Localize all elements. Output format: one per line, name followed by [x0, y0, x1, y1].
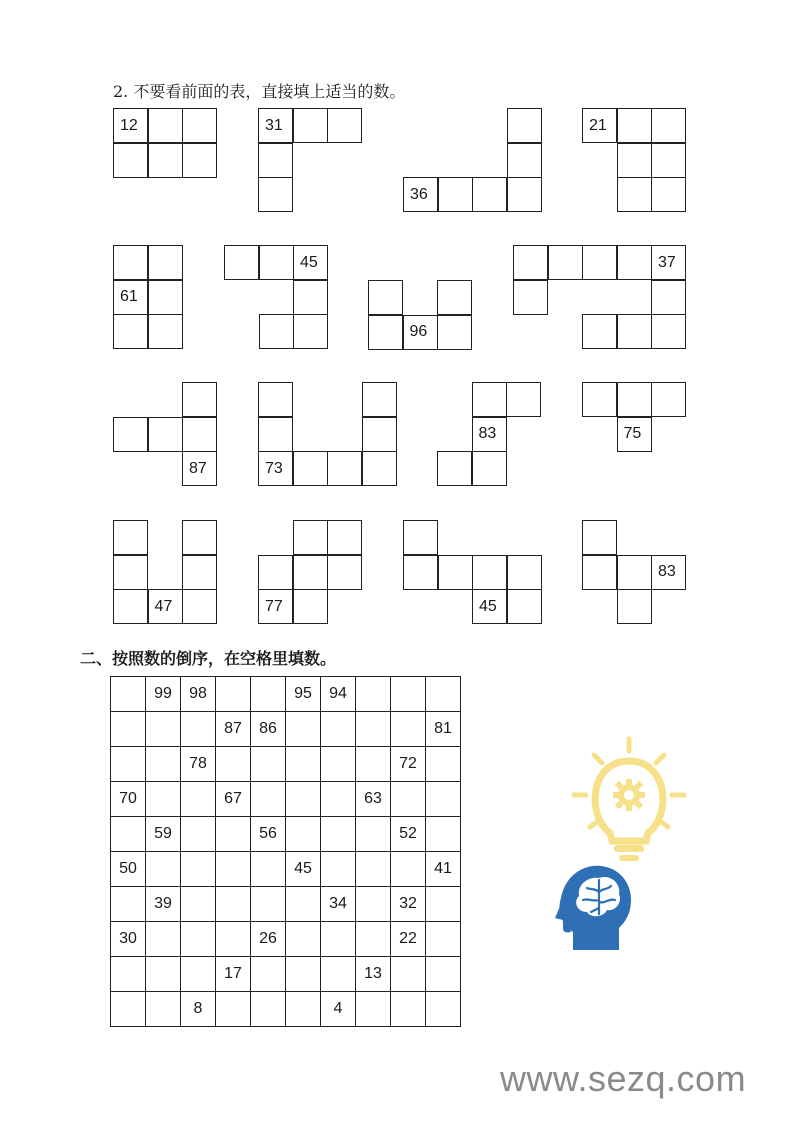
puzzle-blank-cell[interactable]	[293, 520, 328, 555]
puzzle-blank-cell[interactable]	[259, 314, 294, 349]
grid-given-cell: 30	[111, 922, 146, 957]
grid-blank-cell[interactable]	[391, 782, 426, 817]
grid-blank-cell[interactable]	[111, 992, 146, 1027]
puzzle-blank-cell[interactable]	[438, 177, 473, 212]
puzzle-blank-cell[interactable]	[362, 417, 397, 452]
grid-blank-cell[interactable]	[181, 712, 216, 747]
puzzle-number-cell: 87	[182, 451, 217, 486]
puzzle-blank-cell[interactable]	[507, 555, 542, 590]
grid-given-cell: 86	[251, 712, 286, 747]
grid-blank-cell[interactable]	[216, 747, 251, 782]
puzzle-blank-cell[interactable]	[617, 108, 652, 143]
grid-blank-cell[interactable]	[146, 747, 181, 782]
puzzle-blank-cell[interactable]	[617, 245, 652, 280]
grid-blank-cell[interactable]	[356, 852, 391, 887]
grid-row	[111, 782, 461, 817]
puzzle-blank-cell[interactable]	[437, 280, 472, 315]
puzzle-blank-cell[interactable]	[327, 520, 362, 555]
puzzle-blank-cell[interactable]	[327, 451, 362, 486]
puzzle-number-cell: 31	[258, 108, 293, 143]
puzzle-number-cell: 83	[651, 555, 686, 590]
puzzle-blank-cell[interactable]	[113, 520, 148, 555]
puzzle-blank-cell[interactable]	[651, 280, 686, 315]
puzzle-blank-cell[interactable]	[617, 555, 652, 590]
puzzle-blank-cell[interactable]	[651, 177, 686, 212]
puzzle-blank-cell[interactable]	[582, 382, 617, 417]
grid-given-cell: 67	[216, 782, 251, 817]
grid-row	[111, 992, 461, 1027]
grid-blank-cell[interactable]	[356, 712, 391, 747]
puzzle-blank-cell[interactable]	[148, 417, 183, 452]
grid-row	[111, 677, 461, 712]
grid-given-cell: 87	[216, 712, 251, 747]
grid-blank-cell[interactable]	[356, 887, 391, 922]
puzzle-blank-cell[interactable]	[438, 555, 473, 590]
grid-given-cell: 94	[321, 677, 356, 712]
grid-blank-cell[interactable]	[216, 817, 251, 852]
grid-given-cell: 8	[181, 992, 216, 1027]
puzzle-blank-cell[interactable]	[113, 589, 148, 624]
puzzle-blank-cell[interactable]	[327, 555, 362, 590]
puzzle-blank-cell[interactable]	[182, 108, 217, 143]
puzzle-blank-cell[interactable]	[617, 589, 652, 624]
puzzle-number-cell: 36	[403, 177, 438, 212]
grid-blank-cell[interactable]	[426, 747, 461, 782]
grid-given-cell: 32	[391, 887, 426, 922]
grid-blank-cell[interactable]	[216, 922, 251, 957]
exercise-2-title: 2. 不要看前面的表，直接填上适当的数。	[113, 82, 406, 101]
grid-given-cell: 45	[286, 852, 321, 887]
grid-blank-cell[interactable]	[111, 817, 146, 852]
puzzle-blank-cell[interactable]	[182, 382, 217, 417]
puzzle-blank-cell[interactable]	[362, 382, 397, 417]
grid-blank-cell[interactable]	[356, 747, 391, 782]
grid-blank-cell[interactable]	[426, 922, 461, 957]
puzzle-blank-cell[interactable]	[403, 520, 438, 555]
grid-blank-cell[interactable]	[111, 957, 146, 992]
head-brain-icon	[555, 862, 635, 952]
puzzle-blank-cell[interactable]	[327, 108, 362, 143]
grid-blank-cell[interactable]	[251, 852, 286, 887]
puzzle-blank-cell[interactable]	[437, 451, 472, 486]
grid-given-cell: 41	[426, 852, 461, 887]
grid-given-cell: 99	[146, 677, 181, 712]
puzzle-blank-cell[interactable]	[617, 382, 652, 417]
puzzle-number-cell: 73	[258, 451, 293, 486]
grid-blank-cell[interactable]	[146, 712, 181, 747]
puzzle-blank-cell[interactable]	[113, 245, 148, 280]
puzzle-blank-cell[interactable]	[148, 245, 183, 280]
puzzle-blank-cell[interactable]	[651, 382, 686, 417]
puzzle-blank-cell[interactable]	[507, 108, 542, 143]
grid-blank-cell[interactable]	[286, 817, 321, 852]
puzzle-blank-cell[interactable]	[113, 143, 148, 178]
puzzle-blank-cell[interactable]	[182, 589, 217, 624]
puzzle-blank-cell[interactable]	[472, 177, 507, 212]
grid-given-cell: 63	[356, 782, 391, 817]
grid-blank-cell[interactable]	[251, 887, 286, 922]
grid-blank-cell[interactable]	[111, 712, 146, 747]
puzzle-blank-cell[interactable]	[293, 589, 328, 624]
puzzle-number-cell: 37	[651, 245, 686, 280]
grid-blank-cell[interactable]	[111, 677, 146, 712]
grid-blank-cell[interactable]	[216, 887, 251, 922]
grid-blank-cell[interactable]	[321, 957, 356, 992]
puzzle-blank-cell[interactable]	[113, 555, 148, 590]
grid-blank-cell[interactable]	[146, 992, 181, 1027]
grid-blank-cell[interactable]	[146, 782, 181, 817]
puzzle-blank-cell[interactable]	[472, 451, 507, 486]
puzzle-blank-cell[interactable]	[403, 555, 438, 590]
grid-blank-cell[interactable]	[146, 922, 181, 957]
grid-blank-cell[interactable]	[146, 852, 181, 887]
grid-blank-cell[interactable]	[216, 677, 251, 712]
grid-row	[111, 817, 461, 852]
grid-given-cell: 34	[321, 887, 356, 922]
hundred-grid	[110, 676, 461, 1027]
grid-blank-cell[interactable]	[181, 852, 216, 887]
puzzle-number-cell: 45	[472, 589, 507, 624]
grid-blank-cell[interactable]	[321, 852, 356, 887]
puzzle-blank-cell[interactable]	[182, 143, 217, 178]
grid-given-cell: 26	[251, 922, 286, 957]
puzzle-blank-cell[interactable]	[437, 315, 472, 350]
grid-blank-cell[interactable]	[426, 817, 461, 852]
grid-blank-cell[interactable]	[251, 957, 286, 992]
puzzle-blank-cell[interactable]	[148, 143, 183, 178]
grid-blank-cell[interactable]	[391, 992, 426, 1027]
puzzle-blank-cell[interactable]	[368, 280, 403, 315]
puzzle-number-cell: 47	[148, 589, 183, 624]
grid-blank-cell[interactable]	[391, 852, 426, 887]
grid-blank-cell[interactable]	[356, 677, 391, 712]
grid-blank-cell[interactable]	[356, 922, 391, 957]
puzzle-blank-cell[interactable]	[362, 451, 397, 486]
grid-blank-cell[interactable]	[216, 992, 251, 1027]
puzzle-blank-cell[interactable]	[293, 555, 328, 590]
grid-given-cell: 70	[111, 782, 146, 817]
grid-blank-cell[interactable]	[426, 677, 461, 712]
grid-blank-cell[interactable]	[111, 887, 146, 922]
grid-blank-cell[interactable]	[181, 922, 216, 957]
watermark-url: www.sezq.com	[500, 1058, 747, 1099]
puzzle-blank-cell[interactable]	[258, 555, 293, 590]
grid-blank-cell[interactable]	[251, 992, 286, 1027]
puzzle-blank-cell[interactable]	[651, 108, 686, 143]
grid-given-cell: 56	[251, 817, 286, 852]
puzzle-blank-cell[interactable]	[582, 520, 617, 555]
puzzle-blank-cell[interactable]	[148, 108, 183, 143]
grid-given-cell: 50	[111, 852, 146, 887]
puzzle-blank-cell[interactable]	[582, 555, 617, 590]
section-2-title: 二、按照数的倒序，在空格里填数。	[80, 649, 337, 668]
grid-blank-cell[interactable]	[251, 747, 286, 782]
puzzle-blank-cell[interactable]	[368, 315, 403, 350]
puzzle-number-cell: 77	[258, 589, 293, 624]
puzzle-blank-cell[interactable]	[258, 382, 293, 417]
grid-given-cell: 78	[181, 747, 216, 782]
puzzle-blank-cell[interactable]	[617, 314, 652, 349]
grid-row	[111, 957, 461, 992]
puzzle-number-cell: 12	[113, 108, 148, 143]
puzzle-number-cell: 96	[403, 315, 438, 350]
puzzle-blank-cell[interactable]	[506, 382, 541, 417]
puzzle-blank-cell[interactable]	[113, 417, 148, 452]
grid-blank-cell[interactable]	[356, 992, 391, 1027]
grid-blank-cell[interactable]	[181, 957, 216, 992]
grid-blank-cell[interactable]	[426, 782, 461, 817]
puzzle-blank-cell[interactable]	[507, 143, 542, 178]
grid-blank-cell[interactable]	[426, 992, 461, 1027]
grid-row	[111, 887, 461, 922]
puzzle-blank-cell[interactable]	[507, 589, 542, 624]
grid-row	[111, 922, 461, 957]
grid-blank-cell[interactable]	[181, 782, 216, 817]
puzzle-blank-cell[interactable]	[651, 143, 686, 178]
grid-blank-cell[interactable]	[426, 957, 461, 992]
grid-blank-cell[interactable]	[391, 677, 426, 712]
grid-given-cell: 22	[391, 922, 426, 957]
puzzle-blank-cell[interactable]	[182, 520, 217, 555]
puzzle-blank-cell[interactable]	[548, 245, 583, 280]
grid-blank-cell[interactable]	[321, 817, 356, 852]
puzzle-number-cell: 21	[582, 108, 617, 143]
grid-blank-cell[interactable]	[216, 852, 251, 887]
puzzle-blank-cell[interactable]	[472, 382, 507, 417]
grid-given-cell: 72	[391, 747, 426, 782]
grid-row	[111, 712, 461, 747]
grid-row	[111, 747, 461, 782]
grid-blank-cell[interactable]	[321, 747, 356, 782]
grid-blank-cell[interactable]	[286, 957, 321, 992]
grid-given-cell: 4	[321, 992, 356, 1027]
grid-blank-cell[interactable]	[146, 957, 181, 992]
puzzle-blank-cell[interactable]	[113, 314, 148, 349]
puzzle-blank-cell[interactable]	[617, 177, 652, 212]
grid-blank-cell[interactable]	[286, 747, 321, 782]
grid-given-cell: 52	[391, 817, 426, 852]
puzzle-blank-cell[interactable]	[258, 143, 293, 178]
grid-blank-cell[interactable]	[356, 817, 391, 852]
puzzle-blank-cell[interactable]	[182, 555, 217, 590]
grid-blank-cell[interactable]	[286, 712, 321, 747]
grid-blank-cell[interactable]	[286, 992, 321, 1027]
grid-blank-cell[interactable]	[426, 887, 461, 922]
grid-blank-cell[interactable]	[321, 922, 356, 957]
puzzle-blank-cell[interactable]	[224, 245, 259, 280]
puzzle-blank-cell[interactable]	[148, 314, 183, 349]
puzzle-blank-cell[interactable]	[148, 280, 183, 315]
puzzle-number-cell: 75	[617, 417, 652, 452]
grid-given-cell: 95	[286, 677, 321, 712]
puzzle-blank-cell[interactable]	[293, 451, 328, 486]
grid-given-cell: 81	[426, 712, 461, 747]
grid-blank-cell[interactable]	[251, 677, 286, 712]
grid-blank-cell[interactable]	[286, 782, 321, 817]
grid-blank-cell[interactable]	[286, 887, 321, 922]
grid-given-cell: 98	[181, 677, 216, 712]
grid-given-cell: 17	[216, 957, 251, 992]
grid-blank-cell[interactable]	[181, 887, 216, 922]
grid-blank-cell[interactable]	[181, 817, 216, 852]
grid-blank-cell[interactable]	[391, 957, 426, 992]
puzzle-blank-cell[interactable]	[293, 280, 328, 315]
grid-blank-cell[interactable]	[321, 712, 356, 747]
puzzle-number-cell: 83	[472, 417, 507, 452]
puzzle-blank-cell[interactable]	[582, 314, 617, 349]
puzzle-blank-cell[interactable]	[582, 245, 617, 280]
puzzle-number-cell: 45	[293, 245, 328, 280]
lightbulb-gear-icon	[570, 735, 690, 865]
grid-blank-cell[interactable]	[251, 782, 286, 817]
puzzle-blank-cell[interactable]	[259, 245, 294, 280]
puzzle-blank-cell[interactable]	[182, 417, 217, 452]
puzzle-blank-cell[interactable]	[651, 314, 686, 349]
grid-blank-cell[interactable]	[286, 922, 321, 957]
grid-blank-cell[interactable]	[111, 747, 146, 782]
grid-given-cell: 59	[146, 817, 181, 852]
puzzle-number-cell: 61	[113, 280, 148, 315]
grid-blank-cell[interactable]	[321, 782, 356, 817]
puzzle-blank-cell[interactable]	[507, 177, 542, 212]
puzzle-blank-cell[interactable]	[472, 555, 507, 590]
puzzle-blank-cell[interactable]	[293, 314, 328, 349]
puzzle-blank-cell[interactable]	[293, 108, 328, 143]
grid-row	[111, 852, 461, 887]
grid-given-cell: 39	[146, 887, 181, 922]
puzzle-blank-cell[interactable]	[513, 280, 548, 315]
puzzle-blank-cell[interactable]	[258, 177, 293, 212]
puzzle-blank-cell[interactable]	[258, 417, 293, 452]
puzzle-blank-cell[interactable]	[513, 245, 548, 280]
grid-given-cell: 13	[356, 957, 391, 992]
puzzle-blank-cell[interactable]	[617, 143, 652, 178]
grid-blank-cell[interactable]	[391, 712, 426, 747]
